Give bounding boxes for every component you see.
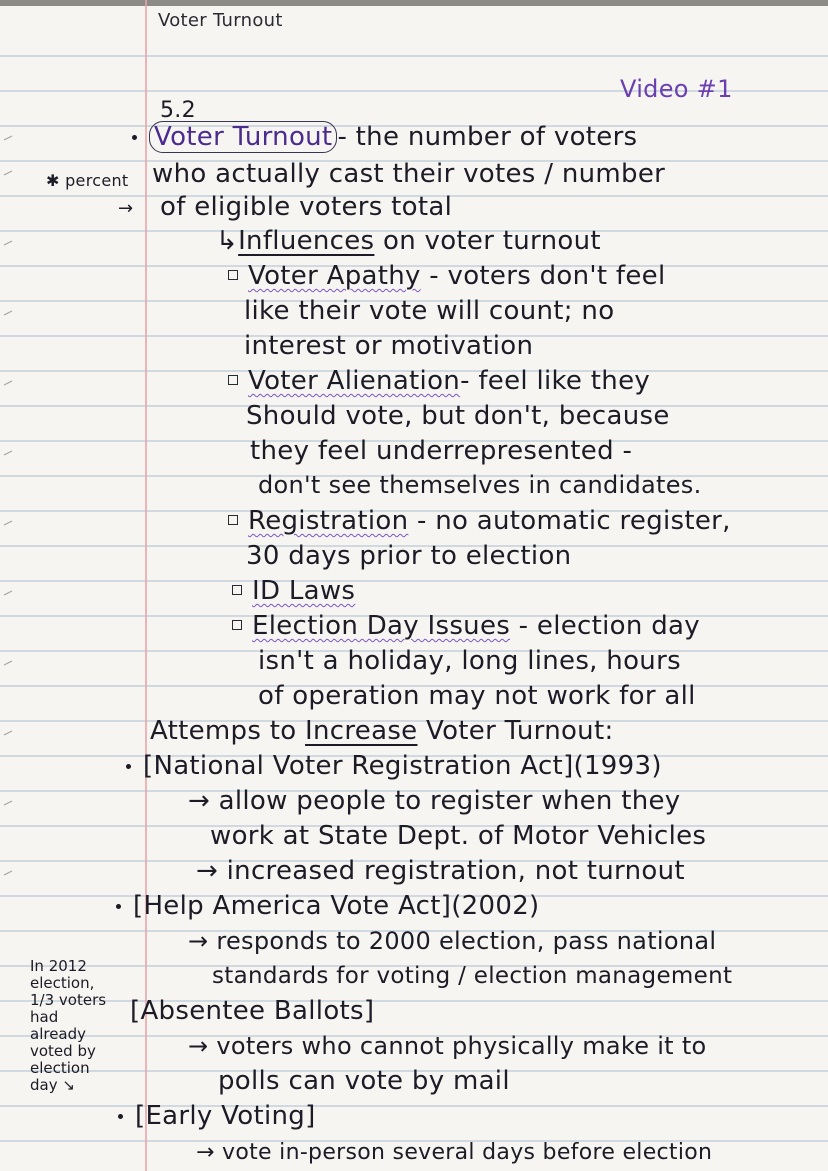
checkbox-bullet-icon [228,515,238,525]
influence-text: don't see themselves in candidates. [258,471,702,499]
act-year: (2002) [451,891,540,921]
influence-item-election-day [232,611,700,641]
act-note: → increased registration, not turnout [196,856,685,886]
bullet-dot [132,135,137,140]
act-note: → allow people to register when they [188,786,681,816]
influences-heading [216,226,601,256]
influence-item-registration [228,506,731,536]
influence-text: of operation may not work for all [258,681,696,711]
influence-text: Should vote, but don't, because [246,401,670,431]
influence-text: like their vote will count; no [244,296,615,326]
checkbox-bullet-icon [228,375,238,385]
margin-note-line: 1/3 voters [30,991,107,1009]
influence-term: Voter Alienation [248,366,461,396]
margin-note [30,958,106,1094]
margin-note-line: had [30,1008,59,1026]
bullet-dot [116,904,121,909]
influence-item-alienation [228,366,650,396]
act-year: (1993) [573,751,662,781]
influence-text: isn't a holiday, long lines, hours [258,646,681,676]
influence-text: - election day [510,611,700,641]
page-title: Voter Turnout [158,10,283,31]
definition-term: Voter Turnout [149,121,337,153]
margin-note-line: In 2012 [30,957,87,975]
checkbox-bullet-icon [232,620,242,630]
act-note: → vote in-person several days before election [196,1140,713,1165]
act-name: National Voter Registration Act [153,751,564,781]
influence-term: Registration [248,506,409,536]
act-note: standards for voting / election management [212,963,733,989]
act-note: polls can vote by mail [218,1066,510,1096]
checkbox-bullet-icon [228,270,238,280]
influence-text: - no automatic register, [408,506,731,536]
influence-item-apathy [228,261,665,291]
act-name: Early Voting [145,1101,306,1131]
definition-line-1 [132,122,637,152]
margin-note-line: day ↘ [30,1076,75,1094]
influence-text: - feel like they [460,366,651,396]
act-note: work at State Dept. of Motor Vehicles [210,821,707,851]
attempts-heading-b: Increase [305,716,418,746]
attempts-heading-c: Voter Turnout: [417,716,614,746]
definition-line-3: of eligible voters total [160,192,453,222]
definition-line-2: who actually cast their votes / number [152,159,666,189]
video-tag: Video #1 [620,75,733,103]
margin-note-line: election, [30,974,95,992]
influence-text: - voters don't feel [420,261,666,291]
margin-note-line: already [30,1025,87,1043]
arrow-glyph: → [118,198,134,219]
influence-term: Voter Apathy [248,261,421,291]
influence-term: Election Day Issues [252,611,511,641]
act-note: → voters who cannot physically make it to [188,1032,707,1060]
checkbox-bullet-icon [232,585,242,595]
act-note: → responds to 2000 election, pass national [188,927,717,955]
section-number: 5.2 [160,98,196,123]
act-nvra: [National Voter Registration Act](1993) [126,751,662,781]
act-early-voting: [Early Voting] [118,1101,316,1131]
influences-heading-term: Influences [238,226,375,256]
attempts-heading [150,716,614,746]
act-name: Absentee Ballots [140,996,364,1026]
spiral-ticks [4,136,12,875]
influence-term: ID Laws [252,576,356,606]
act-hava: [Help America Vote Act](2002) [116,891,539,921]
act-name: Help America Vote Act [143,891,441,921]
attempts-heading-a: Attemps to [150,716,306,746]
influence-item-id-laws [232,576,355,606]
influences-heading-rest: on voter turnout [374,226,601,256]
definition-text-1: - the number of voters [337,122,638,152]
margin-note-line: election [30,1059,90,1077]
influence-text: 30 days prior to election [246,541,572,571]
act-absentee: [Absentee Ballots] [130,996,375,1026]
bullet-dot [126,764,131,769]
influence-text: interest or motivation [244,331,534,361]
hook-arrow-icon: ↳ [216,226,239,256]
bullet-dot [118,1114,123,1119]
star-label: ✱ percent [46,171,129,190]
influence-text: they feel underrepresented - [250,436,633,466]
margin-note-line: voted by [30,1042,96,1060]
